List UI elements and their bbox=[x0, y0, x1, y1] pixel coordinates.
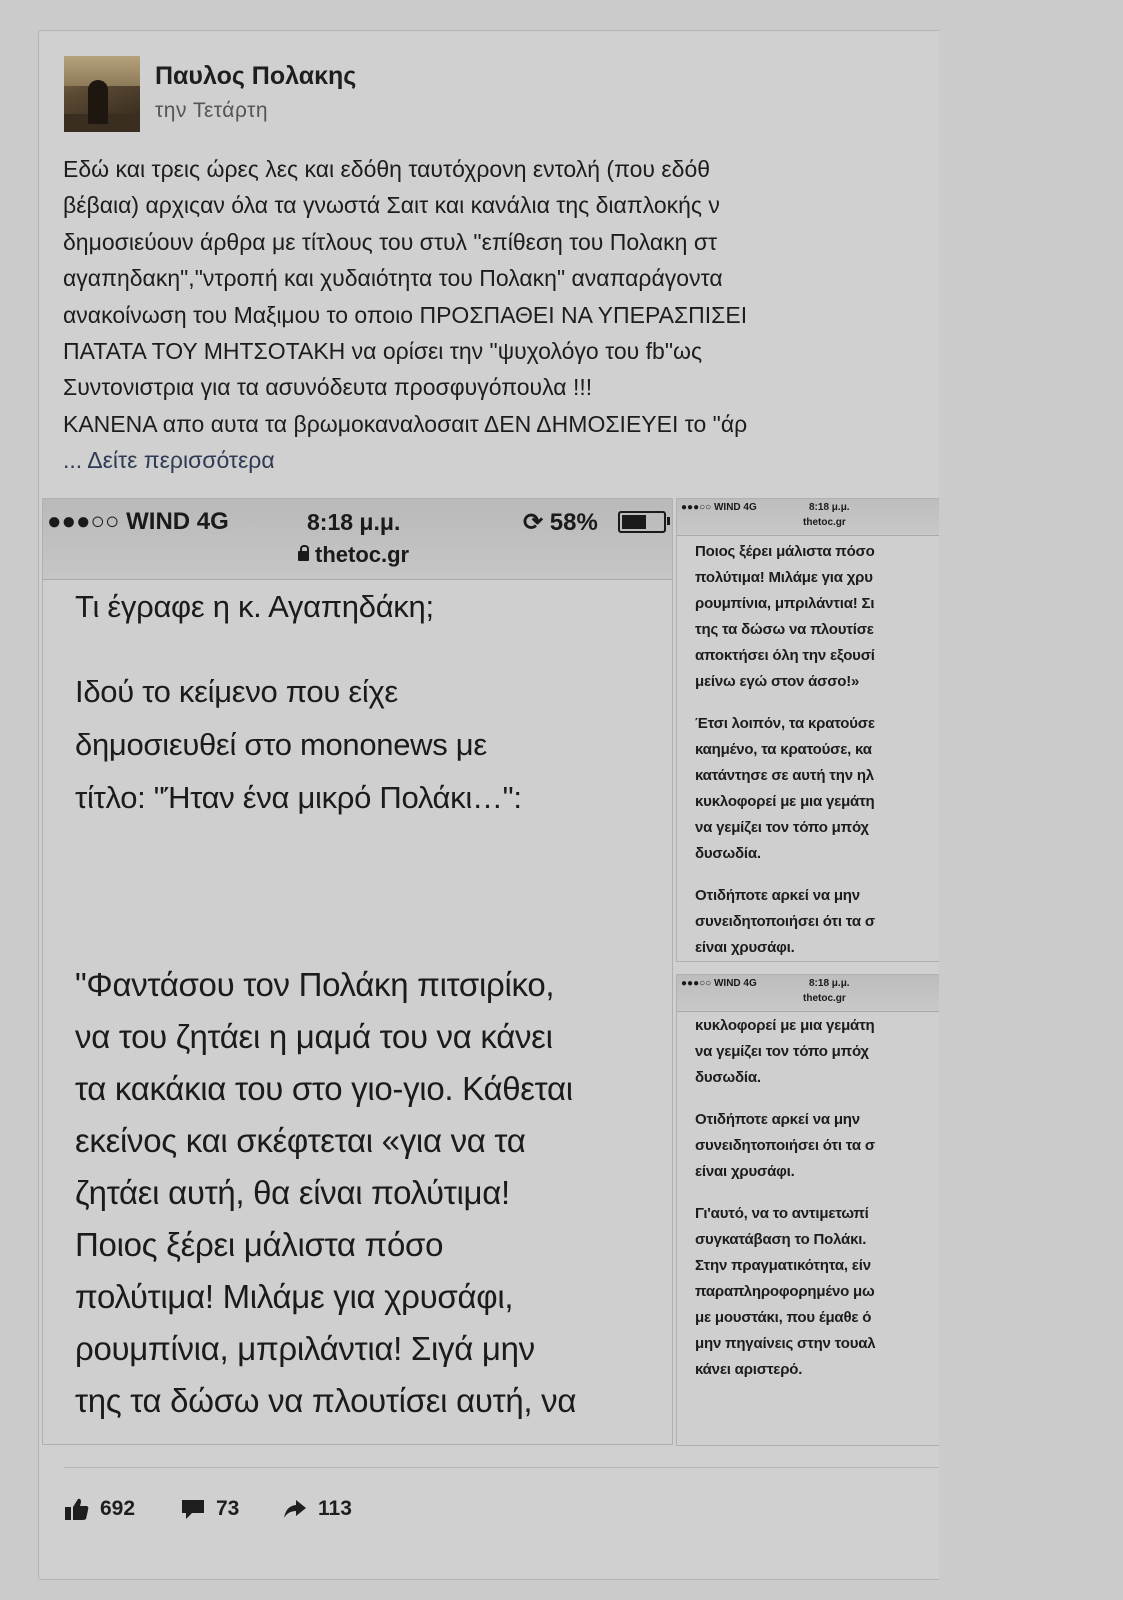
phone-status-bar bbox=[677, 499, 939, 536]
post-text-line: ΚΑΝΕΝΑ απο αυτα τα βρωμοκαναλοσαιτ ΔΕΝ ΔΗΜΟΣΙΕΥΕΙ το "άρ bbox=[63, 410, 748, 437]
phone-status-bar bbox=[677, 975, 939, 1012]
post-text-line: δημοσιεύουν άρθρα με τίτλους του στυλ "επίθεση του Πολακη στ bbox=[63, 228, 718, 255]
browser-url: thetoc.gr bbox=[803, 517, 846, 528]
browser-url: thetoc.gr bbox=[298, 542, 409, 568]
article-line: είναι χρυσάφι. bbox=[695, 1163, 795, 1180]
article-line: Οτιδήποτε αρκεί να μην bbox=[695, 887, 860, 904]
article-line: καημένο, τα κρατούσε, κα bbox=[695, 741, 872, 758]
article-line: Γι'αυτό, να το αντιμετωπί bbox=[695, 1205, 869, 1222]
phone-status-bar bbox=[43, 499, 672, 580]
article-line: συνειδητοποιήσει ότι τα σ bbox=[695, 913, 875, 930]
share-arrow-icon bbox=[282, 1496, 308, 1522]
article-line: ρουμπίνια, μπριλάντια! Σιγά μην bbox=[75, 1330, 535, 1367]
article-line: της τα δώσω να πλουτίσε bbox=[695, 621, 874, 638]
share-count: 113 bbox=[318, 1497, 352, 1520]
article-line: να του ζητάει η μαμά του να κάνει bbox=[75, 1018, 553, 1055]
article-line: τίτλο: "Ήταν ένα μικρό Πολάκι…": bbox=[75, 780, 522, 815]
see-more-ellipsis: ... bbox=[63, 447, 83, 474]
post-text-line: Εδώ και τρεις ώρες λες και εδόθη ταυτόχρονη εντολή (που εδόθ bbox=[63, 156, 711, 182]
article-line: Οτιδήποτε αρκεί να μην bbox=[695, 1111, 860, 1128]
phone-clock: 8:18 μ.μ. bbox=[809, 978, 850, 989]
see-more-row bbox=[63, 442, 939, 478]
post-timestamp[interactable]: την Τετάρτη bbox=[155, 99, 269, 122]
article-line: συγκατάβαση το Πολάκι. bbox=[695, 1231, 867, 1248]
attached-photo-side-1[interactable] bbox=[676, 498, 939, 962]
carrier-signal: ●●●○○ WIND 4G bbox=[681, 502, 757, 513]
post-text-line: Συντονιστρια για τα ασυνόδευτα προσφυγόπουλα !!! bbox=[63, 374, 593, 401]
article-line: Ποιος ξέρει μάλιστα πόσο bbox=[695, 543, 875, 560]
phone-clock: 8:18 μ.μ. bbox=[307, 509, 401, 535]
post-card bbox=[38, 30, 939, 1580]
article-line: συνειδητοποιήσει ότι τα σ bbox=[695, 1137, 875, 1154]
article-line: δυσωδία. bbox=[695, 845, 761, 862]
carrier-signal: ●●●○○ WIND 4G bbox=[47, 508, 229, 535]
like-button[interactable] bbox=[64, 1493, 135, 1525]
author-name[interactable]: Παυλος Πολακης bbox=[155, 62, 357, 90]
article-line: εκείνος και σκέφτεται «για να τα bbox=[75, 1122, 526, 1159]
article-line: πολύτιμα! Μιλάμε για χρυ bbox=[695, 569, 873, 586]
actions-divider bbox=[64, 1467, 939, 1468]
article-line: ζητάει αυτή, θα είναι πολύτιμα! bbox=[75, 1174, 510, 1211]
article-line: να γεμίζει τον τόπο μπόχ bbox=[695, 1043, 869, 1060]
comment-bubble-icon bbox=[180, 1496, 206, 1522]
article-line: είναι χρυσάφι. bbox=[695, 939, 795, 956]
like-count: 692 bbox=[100, 1497, 136, 1520]
article-line: πολύτιμα! Μιλάμε για χρυσάφι, bbox=[75, 1278, 514, 1315]
article-line: Ιδού το κείμενο που είχε bbox=[75, 674, 398, 709]
post-text bbox=[63, 151, 939, 479]
article-line: κάνει αριστερό. bbox=[695, 1361, 803, 1378]
article-line: Ποιος ξέρει μάλιστα πόσο bbox=[75, 1226, 444, 1263]
post-text-line: ΠΑΤΑΤΑ ΤΟΥ ΜΗΤΣΟΤΑΚΗ να ορίσει την "ψυχολόγο του fb"ως bbox=[63, 337, 703, 364]
article-line: μείνω εγώ στον άσσο!» bbox=[695, 673, 860, 690]
battery-percent: ⟳ 58% bbox=[523, 509, 598, 536]
article-line: να γεμίζει τον τόπο μπόχ bbox=[695, 819, 869, 836]
comment-button[interactable] bbox=[180, 1493, 239, 1525]
article-line: δυσωδία. bbox=[695, 1069, 761, 1086]
browser-url: thetoc.gr bbox=[803, 993, 846, 1004]
article-line: τα κακάκια του στο γιο-γιο. Κάθεται bbox=[75, 1070, 573, 1107]
carrier-signal: ●●●○○ WIND 4G bbox=[681, 978, 757, 989]
article-line: κατάντησε σε αυτή την ηλ bbox=[695, 767, 874, 784]
lock-icon bbox=[298, 551, 309, 561]
attached-photo-main[interactable] bbox=[42, 498, 673, 1445]
article-line: Έτσι λοιπόν, τα κρατούσε bbox=[695, 715, 875, 732]
phone-clock: 8:18 μ.μ. bbox=[809, 502, 850, 513]
article-heading: Τι έγραφε η κ. Αγαπηδάκη; bbox=[75, 589, 434, 624]
avatar[interactable] bbox=[64, 56, 140, 132]
attached-photo-side-2[interactable] bbox=[676, 974, 939, 1446]
article-line: "Φαντάσου τον Πολάκη πιτσιρίκο, bbox=[75, 966, 555, 1003]
post-text-line: αγαπηδακη","ντροπή και χυδαιότητα του Πολακη" αναπαράγοντα bbox=[63, 265, 723, 292]
article-line: μην πηγαίνεις στην τουαλ bbox=[695, 1335, 876, 1352]
article-line: ρουμπίνια, μπριλάντια! Σι bbox=[695, 595, 875, 612]
post-text-line: ανακοίνωση του Μαξιμου το οποιο ΠΡΟΣΠΑΘΕΙ ΝΑ ΥΠΕΡΑΣΠΙΣΕΙ bbox=[63, 301, 748, 328]
comment-count: 73 bbox=[216, 1497, 240, 1520]
post-text-line: βέβαια) αρχιςαν όλα τα γνωστά Σαιτ και κανάλια της διαπλοκής ν bbox=[63, 192, 720, 219]
article-line: αποκτήσει όλη την εξουσί bbox=[695, 647, 875, 664]
battery-icon bbox=[618, 511, 666, 533]
see-more-link[interactable]: Δείτε περισσότερα bbox=[87, 447, 275, 474]
article-line: παραπληροφορημένο μω bbox=[695, 1283, 875, 1300]
share-button[interactable] bbox=[282, 1493, 352, 1525]
article-line: κυκλοφορεί με μια γεμάτη bbox=[695, 1017, 875, 1034]
article-line: με μουστάκι, που έμαθε ό bbox=[695, 1309, 872, 1326]
article-line: κυκλοφορεί με μια γεμάτη bbox=[695, 793, 875, 810]
thumbs-up-icon bbox=[64, 1496, 90, 1522]
article-line: Στην πραγματικότητα, είν bbox=[695, 1257, 871, 1274]
article-line: της τα δώσω να πλουτίσει αυτή, να bbox=[75, 1382, 577, 1419]
article-line: δημοσιευθεί στο mononews με bbox=[75, 727, 487, 762]
